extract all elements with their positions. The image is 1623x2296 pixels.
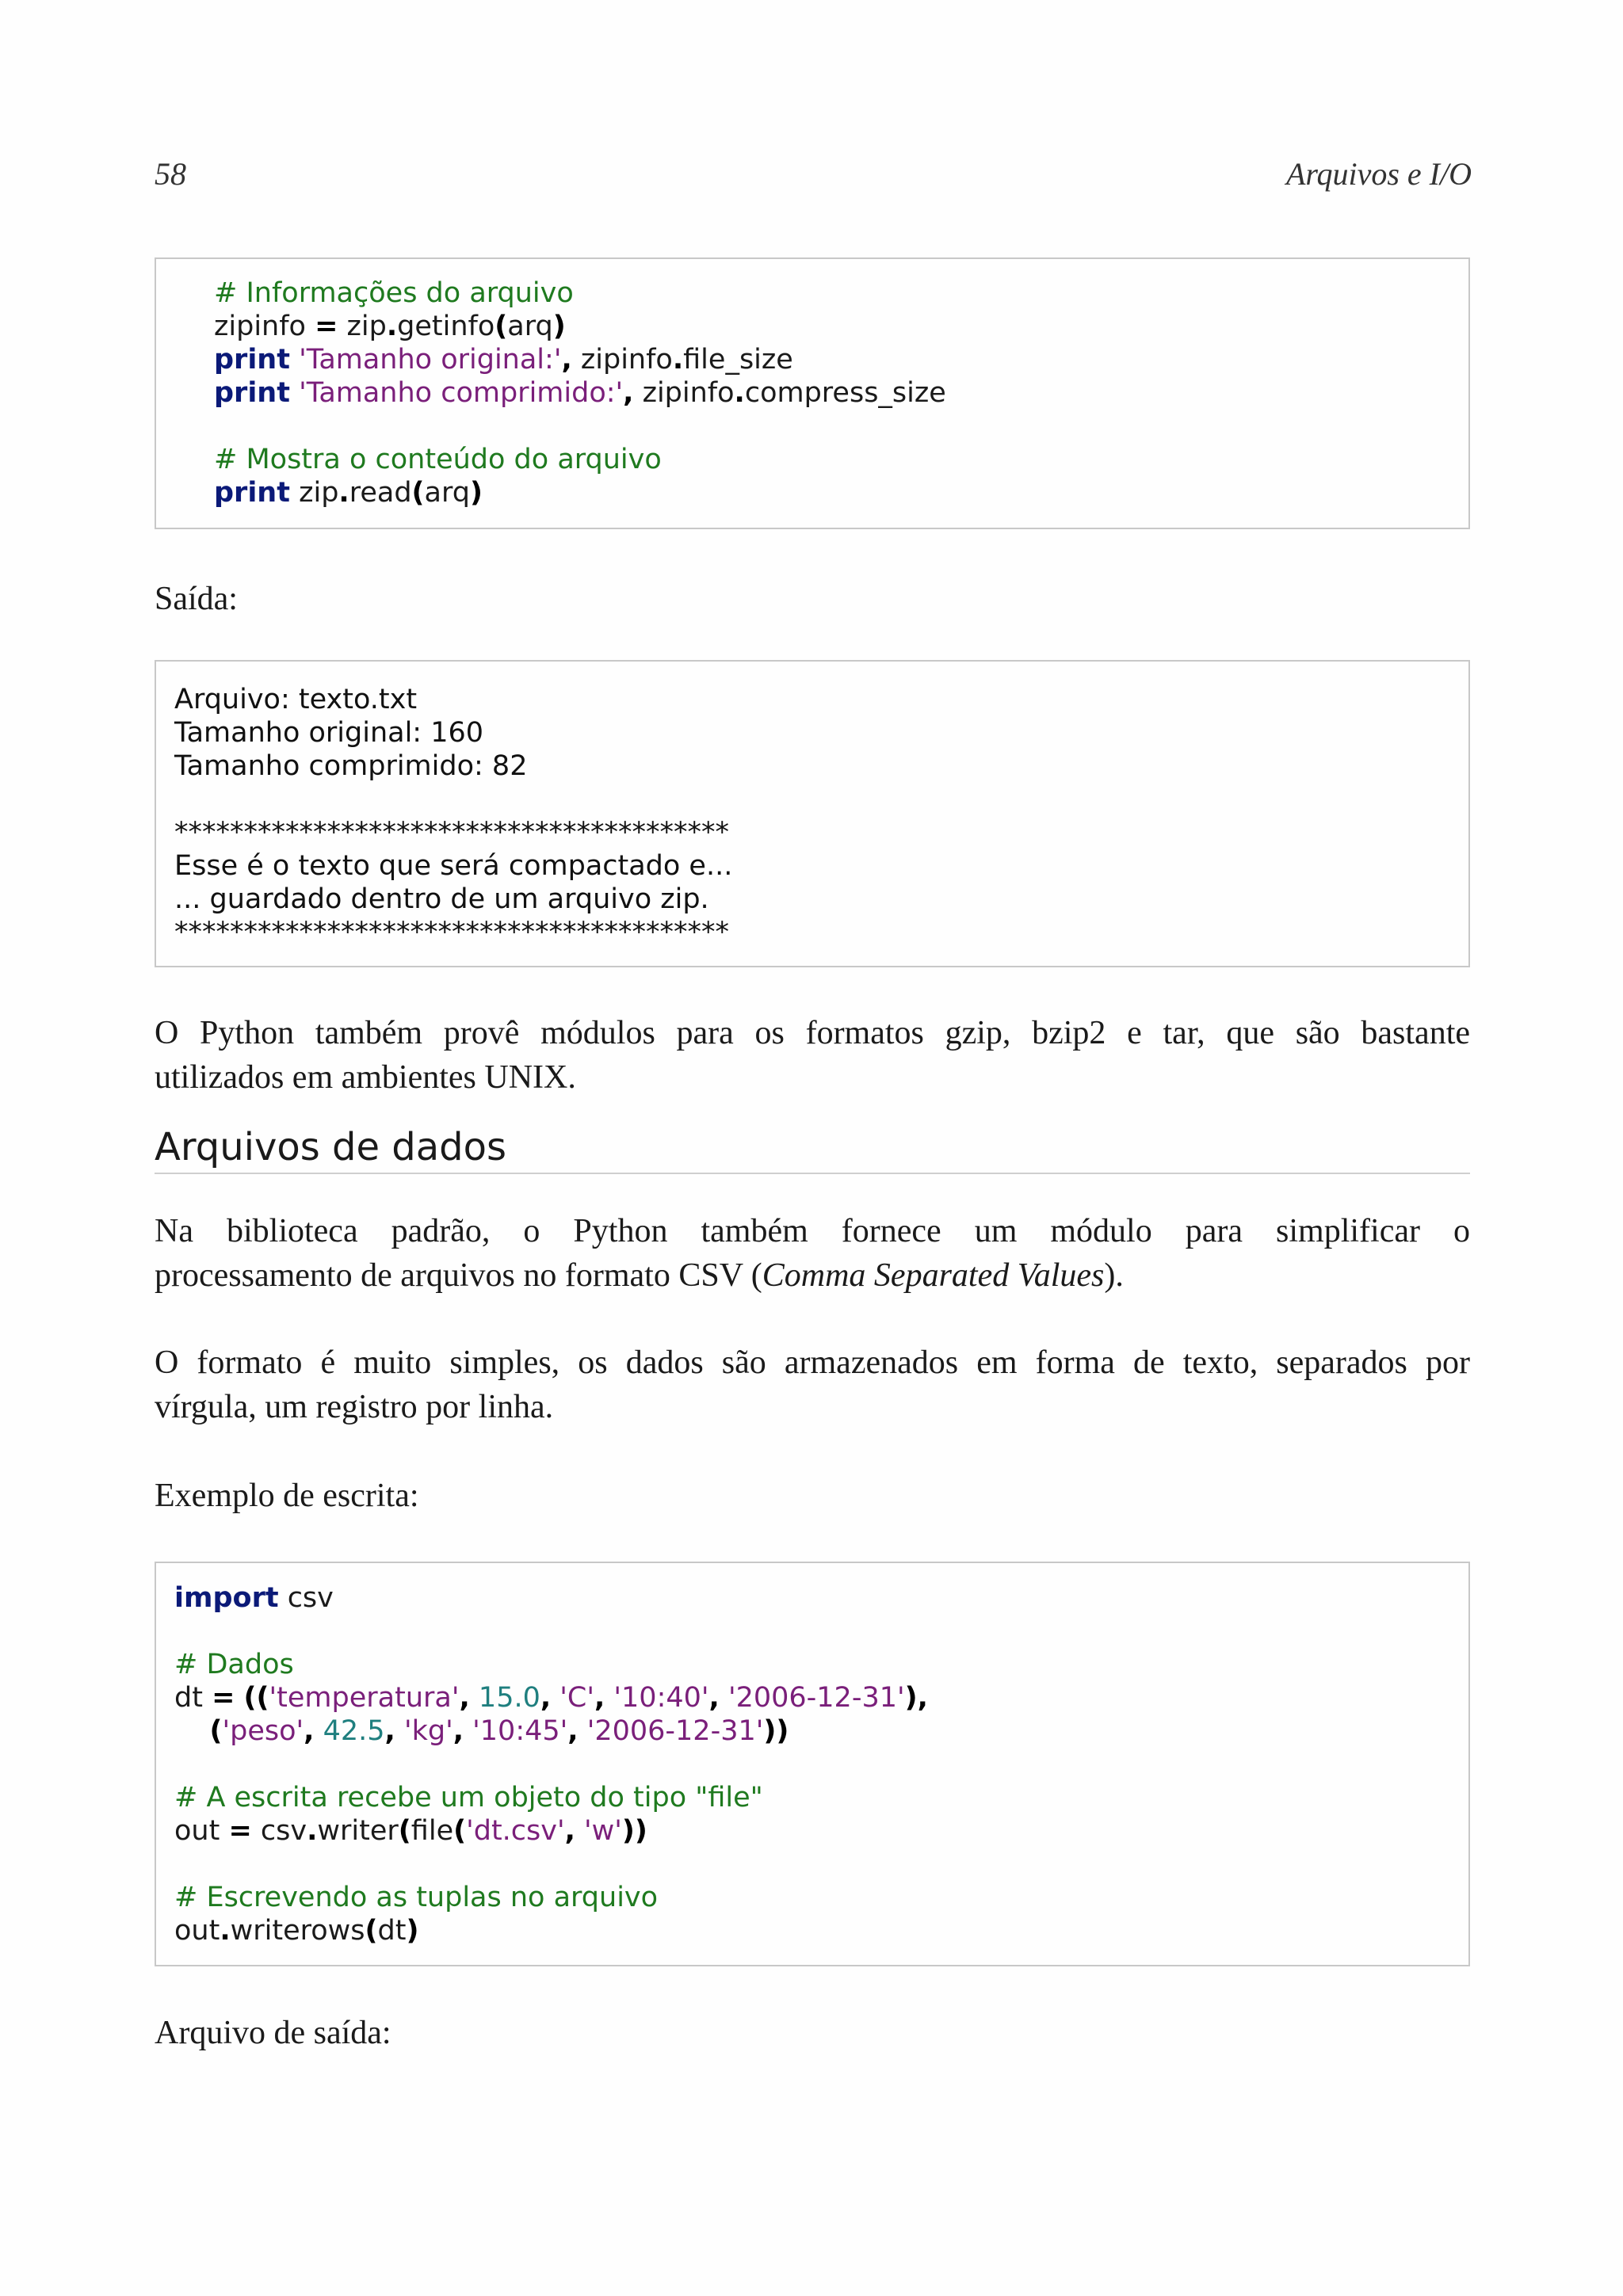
code-token — [551, 1682, 559, 1714]
code-token: )) — [763, 1715, 789, 1747]
code-token: , — [384, 1715, 395, 1747]
code-line — [174, 1681, 1468, 1714]
paragraph-line: utilizados em ambientes UNIX. — [155, 1059, 576, 1096]
code-token — [470, 1682, 479, 1714]
output-line: Tamanho original: 160 — [174, 717, 484, 749]
code-token — [290, 377, 299, 409]
code-token: 'temperatura' — [269, 1682, 460, 1714]
code-token: csv — [251, 1815, 307, 1847]
output-block — [155, 660, 1470, 967]
code-token: print — [214, 477, 290, 509]
output-line: Arquivo: texto.txt — [174, 684, 418, 715]
code-token: 'dt.csv' — [466, 1815, 565, 1847]
code-token: . — [338, 477, 349, 509]
code-token: . — [386, 311, 398, 342]
code-token: arq — [507, 311, 553, 342]
code-token — [290, 344, 299, 376]
code-token: 'kg' — [403, 1715, 453, 1747]
code-token: )) — [621, 1815, 647, 1847]
code-token — [174, 1715, 210, 1747]
code-token: read — [349, 477, 412, 509]
code-token: arq — [424, 477, 470, 509]
code-token: ), — [904, 1682, 928, 1714]
code-line — [174, 1814, 1468, 1848]
code-token: zipinfo — [571, 344, 673, 376]
paragraph-line — [155, 1253, 1470, 1298]
code-block-csv-writer — [155, 1562, 1470, 1966]
paragraph-line: vírgula, um registro por linha. — [155, 1389, 554, 1425]
code-token: . — [220, 1915, 231, 1947]
code-token: writer — [317, 1815, 399, 1847]
code-line — [214, 376, 1468, 410]
code-token: ( — [495, 311, 508, 342]
paragraph-format — [155, 1341, 1470, 1429]
code-token: ) — [552, 311, 566, 342]
code-token: zip — [289, 477, 339, 509]
code-token — [314, 1715, 323, 1747]
code-comment: # A escrita recebe um objeto do tipo "file" — [174, 1782, 763, 1814]
code-token: . — [672, 344, 684, 376]
code-token: (( — [243, 1682, 269, 1714]
output-line: Tamanho comprimido: 82 — [174, 750, 528, 782]
code-token: , — [567, 1715, 579, 1747]
code-token: dt — [174, 1682, 212, 1714]
code-token: file — [411, 1815, 454, 1847]
text-run: processamento de arquivos no formato CSV ( — [155, 1257, 762, 1294]
code-blank-line — [174, 1615, 1468, 1648]
code-token: ) — [406, 1915, 419, 1947]
code-token: 42.5 — [323, 1715, 385, 1747]
code-comment: # Escrevendo as tuplas no arquivo — [174, 1882, 659, 1913]
code-token: . — [307, 1815, 318, 1847]
code-token: writerows — [230, 1915, 365, 1947]
paragraph-line: O formato é muito simples, os dados são armazenados em forma de texto, separados por — [155, 1344, 1470, 1381]
code-token: , — [453, 1715, 464, 1747]
code-token: zipinfo — [633, 377, 735, 409]
output-label: Saída: — [155, 581, 238, 617]
code-token — [720, 1682, 728, 1714]
code-blank-line — [214, 410, 1468, 443]
code-token: ( — [453, 1815, 467, 1847]
code-token: = — [228, 1815, 252, 1847]
code-token: , — [623, 377, 634, 409]
code-token: , — [459, 1682, 470, 1714]
paragraph-line: Na biblioteca padrão, o Python também fornece um módulo para simplificar o — [155, 1213, 1470, 1249]
paragraph-modules — [155, 1011, 1470, 1100]
code-token: 'Tamanho original:' — [299, 344, 562, 376]
code-line — [214, 343, 1468, 376]
code-token: '10:45' — [472, 1715, 568, 1747]
code-token: print — [214, 377, 290, 409]
code-token: ) — [470, 477, 483, 509]
code-token: 'peso' — [222, 1715, 304, 1747]
code-line — [174, 1914, 1468, 1947]
output-line: Esse é o texto que será compactado e... — [174, 850, 733, 882]
code-token: , — [708, 1682, 720, 1714]
code-token: csv — [278, 1582, 334, 1614]
final-label: Arquivo de saída: — [155, 2015, 391, 2051]
code-comment: # Dados — [174, 1649, 294, 1680]
text-run: ). — [1104, 1257, 1124, 1294]
code-token: zip — [338, 311, 387, 342]
page-header — [155, 155, 1472, 203]
code-token: file_size — [683, 344, 793, 376]
code-line — [174, 1714, 1468, 1748]
code-token: 'w' — [584, 1815, 622, 1847]
code-token: ( — [209, 1715, 223, 1747]
code-token — [605, 1682, 613, 1714]
code-token: 'Tamanho comprimido:' — [299, 377, 624, 409]
code-token: = — [212, 1682, 235, 1714]
code-blank-line — [174, 1848, 1468, 1881]
code-token: ( — [365, 1915, 378, 1947]
code-token: , — [304, 1715, 315, 1747]
code-token: = — [315, 311, 338, 342]
page-number: 58 — [155, 156, 186, 192]
code-token: , — [594, 1682, 605, 1714]
example-label: Exemplo de escrita: — [155, 1478, 419, 1514]
code-token: print — [214, 344, 290, 376]
code-token — [579, 1715, 587, 1747]
code-comment: # Mostra o conteúdo do arquivo — [214, 444, 662, 475]
code-token: 'C' — [559, 1682, 594, 1714]
code-token: '10:40' — [613, 1682, 709, 1714]
code-token: , — [564, 1815, 575, 1847]
code-token: 15.0 — [478, 1682, 540, 1714]
code-token: dt — [377, 1915, 407, 1947]
code-token: , — [540, 1682, 552, 1714]
code-line — [214, 310, 1468, 343]
code-token: ( — [411, 477, 425, 509]
running-title: Arquivos e I/O — [1285, 156, 1472, 192]
output-line: ... guardado dentro de um arquivo zip. — [174, 883, 709, 915]
paragraph-line: O Python também provê módulos para os formatos gzip, bzip2 e tar, que são bastante — [155, 1015, 1470, 1051]
code-comment: # Informações do arquivo — [214, 277, 574, 309]
code-token — [235, 1682, 243, 1714]
code-token: . — [734, 377, 745, 409]
code-token: getinfo — [397, 311, 495, 342]
code-token — [575, 1815, 584, 1847]
section-heading: Arquivos de dados — [155, 1125, 1470, 1174]
code-block-zipinfo — [155, 257, 1470, 529]
code-token: out — [174, 1815, 229, 1847]
code-token — [464, 1715, 472, 1747]
code-token: import — [174, 1582, 279, 1614]
paragraph-csv — [155, 1209, 1470, 1298]
code-token: '2006-12-31' — [586, 1715, 764, 1747]
code-token — [395, 1715, 404, 1747]
code-token: , — [561, 344, 572, 376]
code-line — [174, 1581, 1468, 1615]
code-token: zipinfo — [214, 311, 315, 342]
output-line — [174, 783, 1468, 816]
output-line: **************************************** — [174, 917, 729, 948]
code-token: '2006-12-31' — [727, 1682, 905, 1714]
code-token: compress_size — [744, 377, 946, 409]
code-token: out — [174, 1915, 220, 1947]
italic-term: Comma Separated Values — [762, 1257, 1105, 1294]
code-token: ( — [398, 1815, 411, 1847]
code-line — [214, 476, 1468, 509]
code-blank-line — [174, 1748, 1468, 1781]
output-line: **************************************** — [174, 817, 729, 849]
